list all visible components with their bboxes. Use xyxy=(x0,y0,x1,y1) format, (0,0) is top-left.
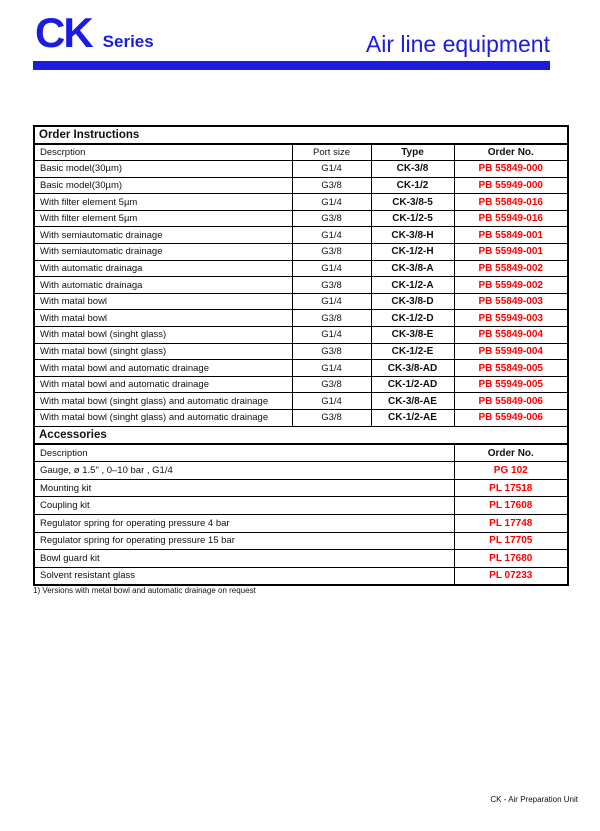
cell-port-size: G3/8 xyxy=(292,244,371,261)
cell-description: With automatic drainaga xyxy=(34,277,292,294)
cell-description: With matal bowl (singht glass) xyxy=(34,327,292,344)
footnote: 1) Versions with metal bowl and automatic drainage on request xyxy=(33,586,256,595)
cell-type: CK-3/8-D xyxy=(371,293,454,310)
cell-port-size: G3/8 xyxy=(292,210,371,227)
cell-type: CK-3/8-H xyxy=(371,227,454,244)
cell-port-size: G1/4 xyxy=(292,260,371,277)
cell-type: CK-1/2-AD xyxy=(371,376,454,393)
cell-port-size: G3/8 xyxy=(292,410,371,427)
cell-order-no: PB 55849-002 xyxy=(454,260,568,277)
header-rule xyxy=(33,61,550,70)
table-row xyxy=(34,360,568,377)
cell-order-no: PB 55949-016 xyxy=(454,210,568,227)
cell-order-no: PB 55849-006 xyxy=(454,393,568,410)
cell-order-no: PB 55949-000 xyxy=(454,177,568,194)
cell-type: CK-1/2 xyxy=(371,177,454,194)
cell-order-no: PB 55949-005 xyxy=(454,376,568,393)
column-header-description: Description xyxy=(34,444,454,462)
order-instructions-section-title: Order Instructions xyxy=(34,126,568,144)
accessories-section-row xyxy=(34,426,568,444)
cell-description: Gauge, ø 1.5" , 0–10 bar , G1/4 xyxy=(34,462,454,480)
table-row xyxy=(34,479,568,497)
cell-description: With matal bowl (singht glass) xyxy=(34,343,292,360)
cell-type: CK-3/8-AD xyxy=(371,360,454,377)
cell-port-size: G3/8 xyxy=(292,277,371,294)
table-row xyxy=(34,310,568,327)
cell-order-no: PB 55849-016 xyxy=(454,194,568,211)
cell-description: With matal bowl xyxy=(34,293,292,310)
cell-port-size: G1/4 xyxy=(292,194,371,211)
table-row xyxy=(34,410,568,427)
cell-description: With filter element 5µm xyxy=(34,210,292,227)
cell-description: Regulator spring for operating pressure 15 bar xyxy=(34,532,454,550)
cell-order-no: PG 102 xyxy=(454,462,568,480)
cell-description: With matal bowl and automatic drainage xyxy=(34,360,292,377)
table-row xyxy=(34,244,568,261)
accessories-header-row xyxy=(34,444,568,462)
cell-port-size: G3/8 xyxy=(292,376,371,393)
page-title: Air line equipment xyxy=(365,31,550,57)
cell-type: CK-3/8 xyxy=(371,161,454,178)
column-header-order-no: Order No. xyxy=(454,144,568,161)
table-row xyxy=(34,327,568,344)
cell-description: Bowl guard kit xyxy=(34,550,454,568)
table-row xyxy=(34,514,568,532)
cell-description: Basic model(30µm) xyxy=(34,177,292,194)
cell-order-no: PB 55849-004 xyxy=(454,327,568,344)
cell-order-no: PL 07233 xyxy=(454,567,568,585)
table-row xyxy=(34,376,568,393)
cell-description: With matal bowl xyxy=(34,310,292,327)
cell-type: CK-3/8-5 xyxy=(371,194,454,211)
cell-port-size: G1/4 xyxy=(292,360,371,377)
order-and-accessories-table xyxy=(33,125,569,586)
cell-order-no: PB 55949-004 xyxy=(454,343,568,360)
page-footer: CK - Air Preparation Unit xyxy=(490,795,578,804)
cell-port-size: G1/4 xyxy=(292,227,371,244)
cell-port-size: G1/4 xyxy=(292,393,371,410)
cell-type: CK-1/2-E xyxy=(371,343,454,360)
cell-description: Solvent resistant glass xyxy=(34,567,454,585)
cell-order-no: PB 55849-000 xyxy=(454,161,568,178)
cell-type: CK-3/8-E xyxy=(371,327,454,344)
cell-order-no: PB 55949-001 xyxy=(454,244,568,261)
table-row xyxy=(34,293,568,310)
table-row xyxy=(34,227,568,244)
table-row xyxy=(34,343,568,360)
cell-type: CK-1/2-A xyxy=(371,277,454,294)
cell-description: With automatic drainaga xyxy=(34,260,292,277)
series-logo-text: CK xyxy=(35,9,92,56)
table-row xyxy=(34,393,568,410)
cell-order-no: PL 17748 xyxy=(454,514,568,532)
cell-description: With semiautomatic drainage xyxy=(34,244,292,261)
table-row xyxy=(34,550,568,568)
series-logo-subtext: Series xyxy=(102,32,154,51)
cell-type: CK-1/2-H xyxy=(371,244,454,261)
cell-port-size: G1/4 xyxy=(292,293,371,310)
brand-logo xyxy=(35,9,154,56)
cell-type: CK-1/2-5 xyxy=(371,210,454,227)
cell-order-no: PL 17518 xyxy=(454,479,568,497)
table-row xyxy=(34,260,568,277)
cell-order-no: PB 55949-006 xyxy=(454,410,568,427)
cell-port-size: G1/4 xyxy=(292,327,371,344)
cell-port-size: G3/8 xyxy=(292,177,371,194)
table-row xyxy=(34,210,568,227)
table-row xyxy=(34,194,568,211)
cell-port-size: G1/4 xyxy=(292,161,371,178)
cell-description: With matal bowl (singht glass) and automatic drainage xyxy=(34,410,292,427)
cell-type: CK-3/8-A xyxy=(371,260,454,277)
cell-order-no: PB 55949-003 xyxy=(454,310,568,327)
table-row xyxy=(34,161,568,178)
column-header-description: Descrption xyxy=(34,144,292,161)
cell-description: With semiautomatic drainage xyxy=(34,227,292,244)
table-row xyxy=(34,177,568,194)
cell-description: With filter element 5µm xyxy=(34,194,292,211)
cell-port-size: G3/8 xyxy=(292,310,371,327)
table-row xyxy=(34,277,568,294)
cell-order-no: PB 55949-002 xyxy=(454,277,568,294)
cell-description: With matal bowl (singht glass) and automatic drainage xyxy=(34,393,292,410)
cell-description: Basic model(30µm) xyxy=(34,161,292,178)
cell-type: CK-3/8-AE xyxy=(371,393,454,410)
cell-order-no: PB 55849-005 xyxy=(454,360,568,377)
cell-description: With matal bowl and automatic drainage xyxy=(34,376,292,393)
cell-description: Regulator spring for operating pressure 4 bar xyxy=(34,514,454,532)
cell-order-no: PB 55849-001 xyxy=(454,227,568,244)
cell-type: CK-1/2-D xyxy=(371,310,454,327)
column-header-port-size: Port size xyxy=(292,144,371,161)
order-instructions-header-row xyxy=(34,144,568,161)
column-header-type: Type xyxy=(371,144,454,161)
cell-description: Mounting kit xyxy=(34,479,454,497)
column-header-order-no: Order No. xyxy=(454,444,568,462)
cell-type: CK-1/2-AE xyxy=(371,410,454,427)
cell-order-no: PB 55849-003 xyxy=(454,293,568,310)
cell-description: Coupling kit xyxy=(34,497,454,515)
table-row xyxy=(34,497,568,515)
order-instructions-section-row xyxy=(34,126,568,144)
table-row xyxy=(34,567,568,585)
cell-order-no: PL 17680 xyxy=(454,550,568,568)
cell-order-no: PL 17705 xyxy=(454,532,568,550)
table-row xyxy=(34,462,568,480)
cell-port-size: G3/8 xyxy=(292,343,371,360)
table-row xyxy=(34,532,568,550)
cell-order-no: PL 17608 xyxy=(454,497,568,515)
accessories-section-title: Accessories xyxy=(34,426,568,444)
